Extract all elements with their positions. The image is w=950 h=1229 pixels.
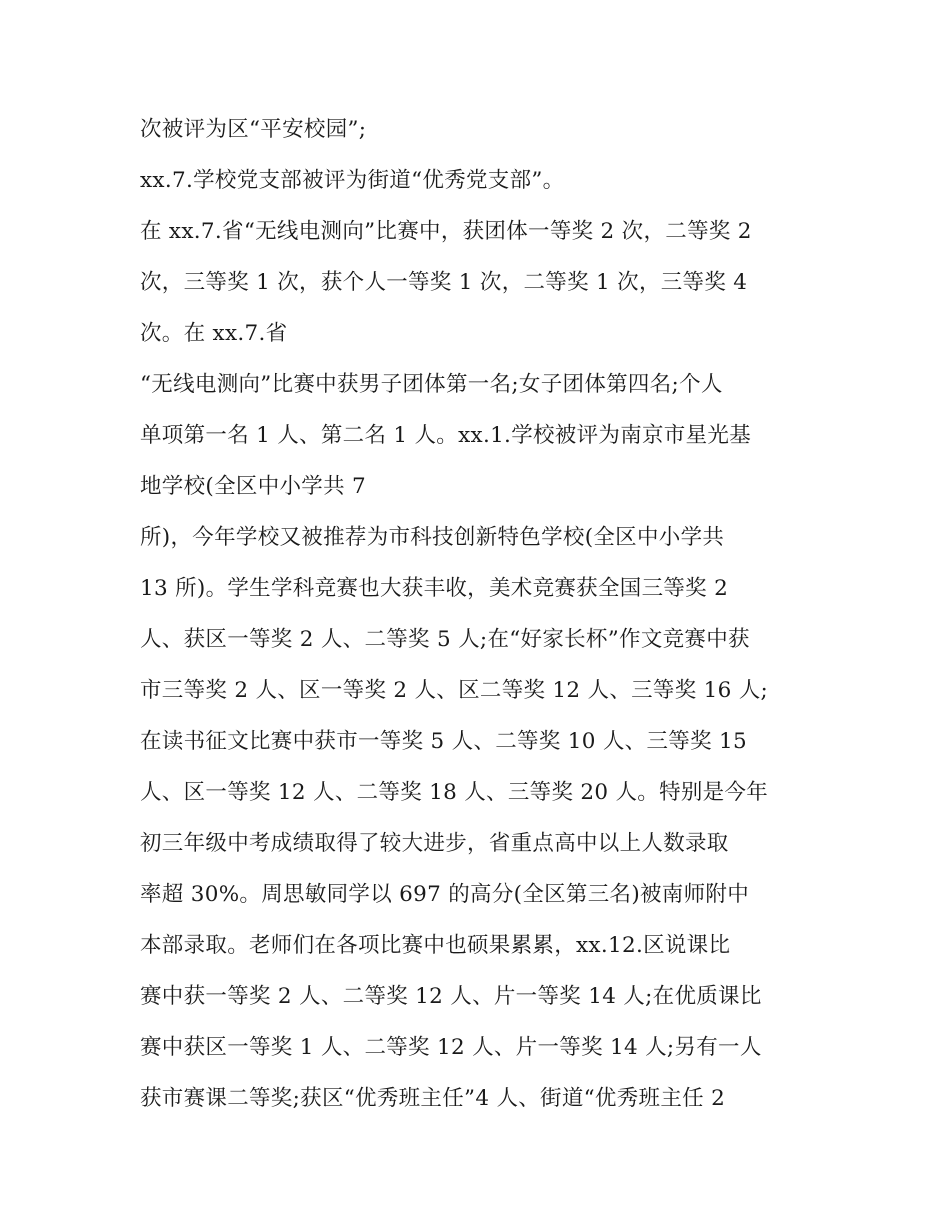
text-line: 本部录取。老师们在各项比赛中也硕果累累，xx.12.区说课比 (140, 933, 731, 958)
text-line: 13 所)。学生学科竞赛也大获丰收，美术竞赛获全国三等奖 2 (140, 576, 729, 601)
text-line: 人、区一等奖 12 人、二等奖 18 人、三等奖 20 人。特别是今年 (140, 780, 769, 805)
text-line: 人、获区一等奖 2 人、二等奖 5 人;在“好家长杯”作文竞赛中获 (140, 627, 750, 652)
body-text (140, 104, 830, 1124)
text-line: 赛中获一等奖 2 人、二等奖 12 人、片一等奖 14 人;在优质课比 (140, 984, 762, 1009)
text-line: 地学校(全区中小学共 7 (140, 474, 367, 499)
text-line: 在 xx.7.省“无线电测向”比赛中，获团体一等奖 2 次，二等奖 2 (140, 219, 752, 244)
text-line: 市三等奖 2 人、区一等奖 2 人、区二等奖 12 人、三等奖 16 人; (140, 678, 769, 703)
text-line: 次。在 xx.7.省 (140, 321, 288, 346)
text-line: 次，三等奖 1 次，获个人一等奖 1 次，二等奖 1 次，三等奖 4 (140, 270, 748, 295)
text-line: “无线电测向”比赛中获男子团体第一名;女子团体第四名;个人 (140, 372, 723, 397)
text-line: 次被评为区“平安校园”; (140, 117, 367, 142)
text-line: 率超 30%。周思敏同学以 697 的高分(全区第三名)被南师附中 (140, 882, 750, 907)
text-line: 在读书征文比赛中获市一等奖 5 人、二等奖 10 人、三等奖 15 (140, 729, 747, 754)
text-line: 所)，今年学校又被推荐为市科技创新特色学校(全区中小学共 (140, 525, 725, 550)
text-line: 单项第一名 1 人、第二名 1 人。xx.1.学校被评为南京市星光基 (140, 423, 751, 448)
text-line: 初三年级中考成绩取得了较大进步，省重点高中以上人数录取 (140, 831, 729, 856)
text-line: 赛中获区一等奖 1 人、二等奖 12 人、片一等奖 14 人;另有一人 (140, 1035, 762, 1060)
text-line: 获市赛课二等奖;获区“优秀班主任”4 人、街道“优秀班主任 2 (140, 1086, 726, 1111)
text-line: xx.7.学校党支部被评为街道“优秀党支部”。 (140, 168, 565, 193)
